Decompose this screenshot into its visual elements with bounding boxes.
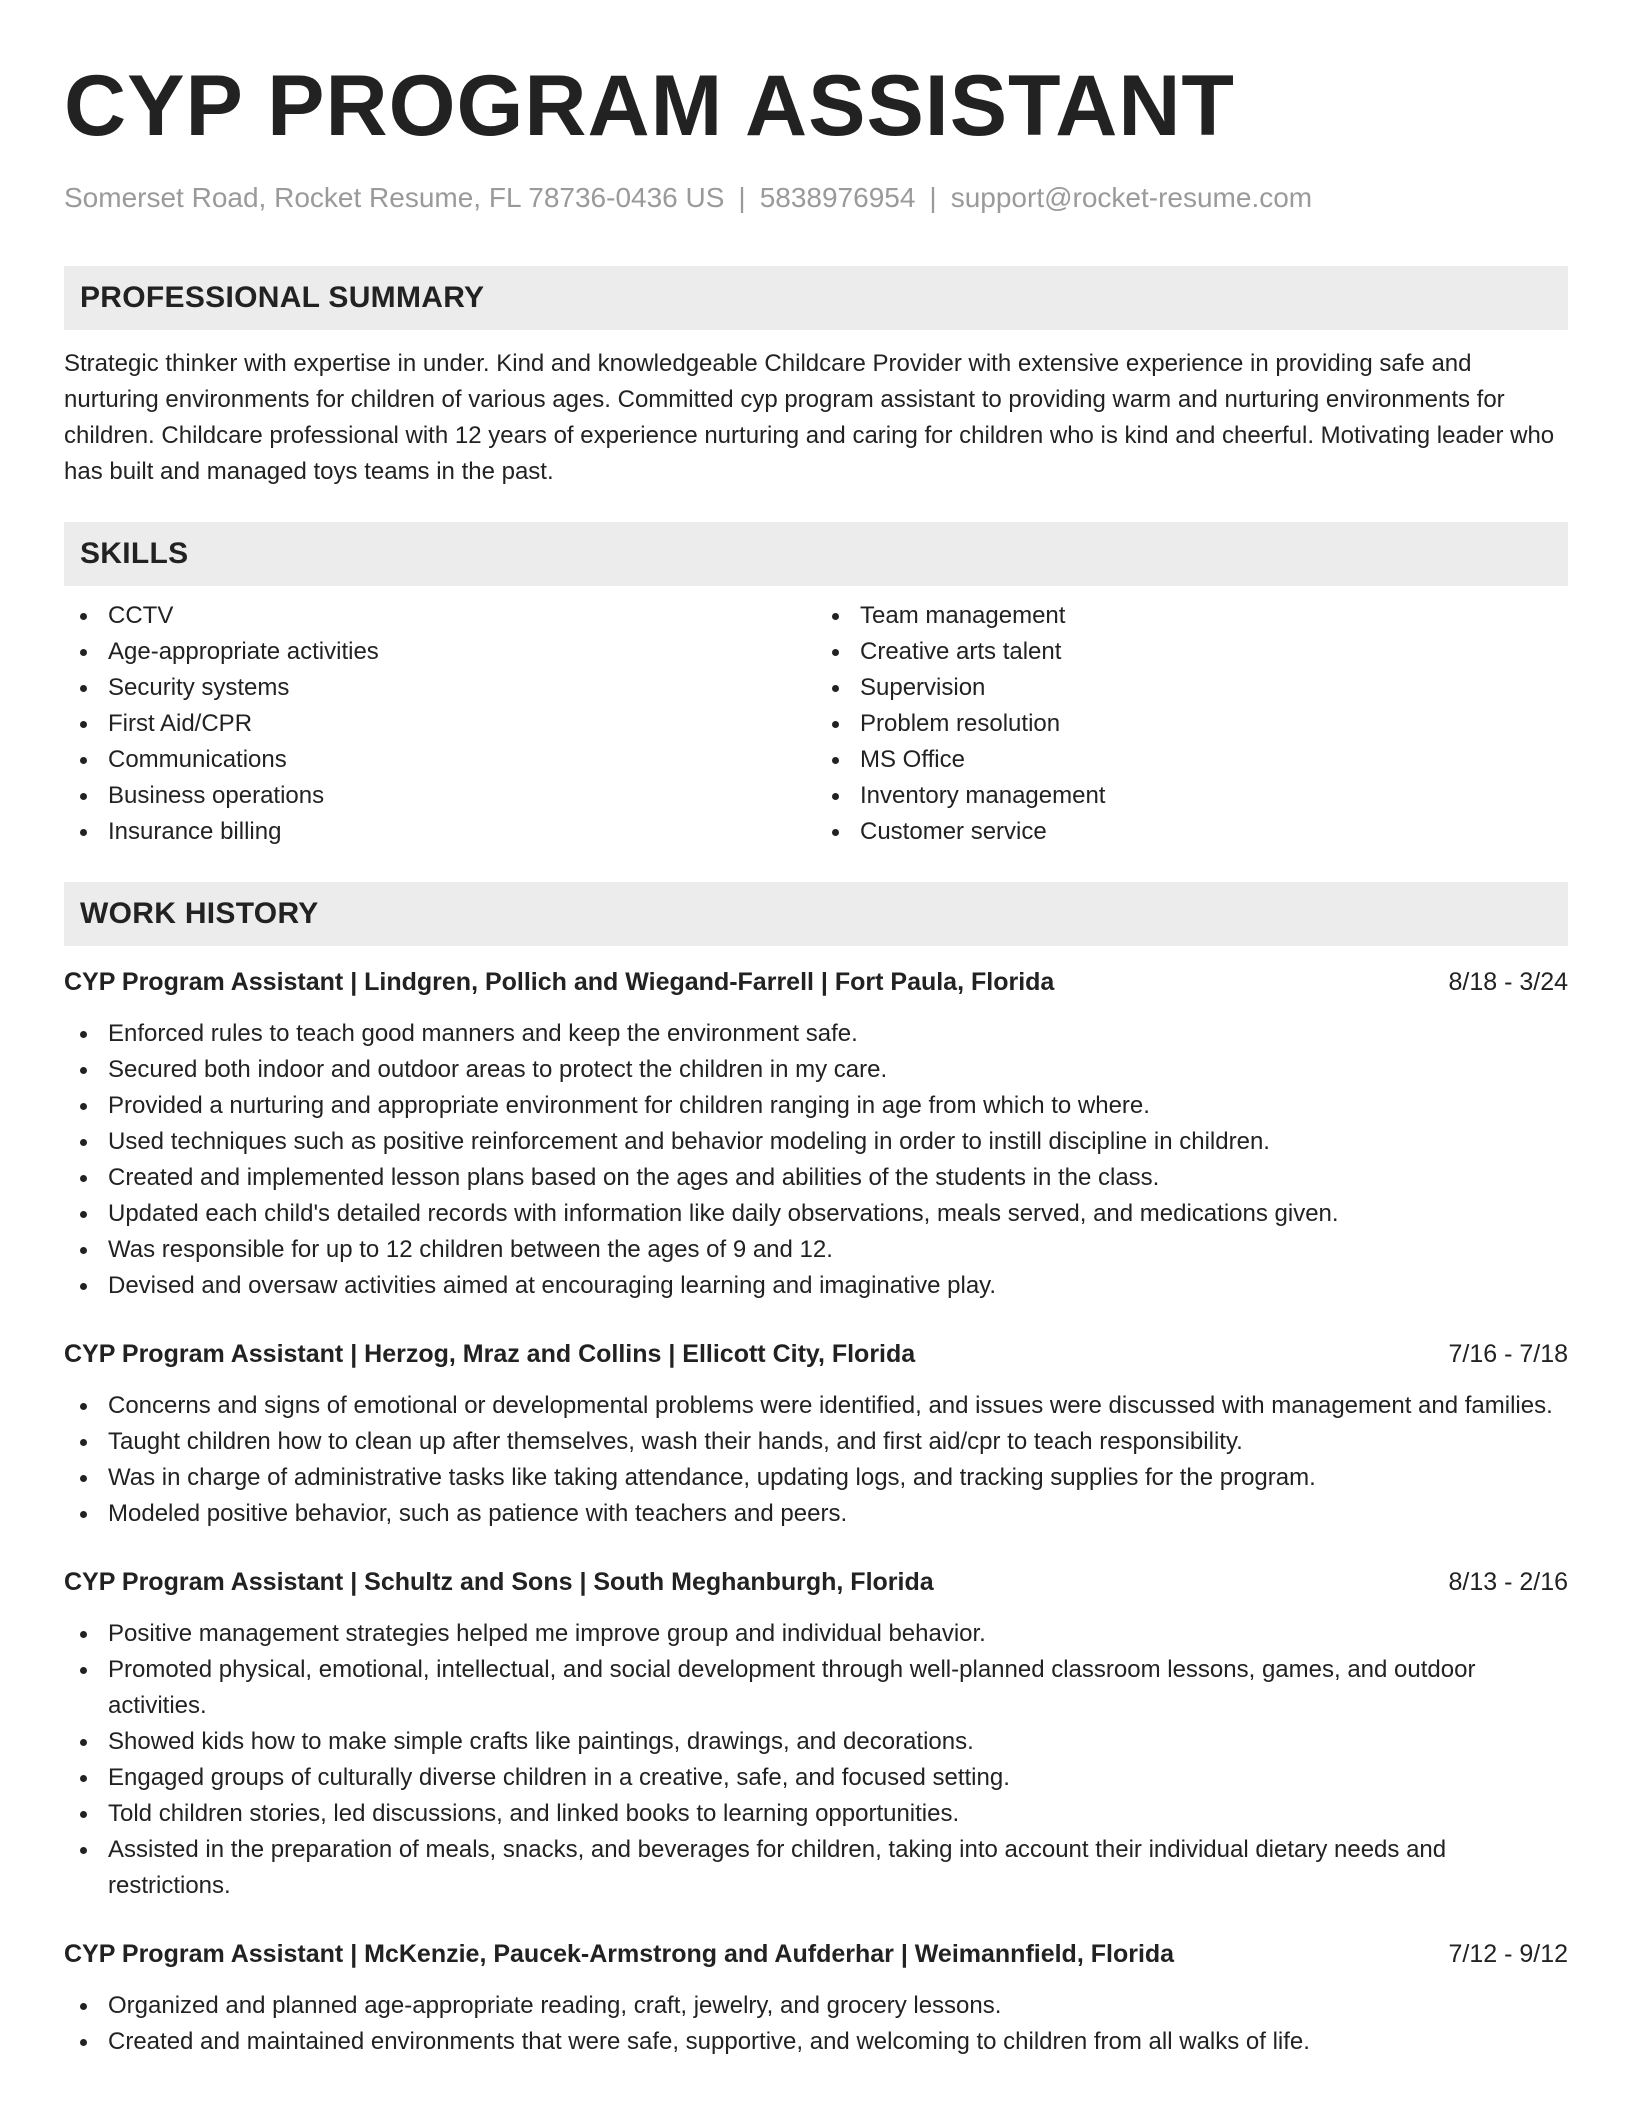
duty-item: Taught children how to clean up after themselves, wash their hands, and first aid/cpr to teach responsibility. xyxy=(64,1424,1568,1460)
duty-item: Positive management strategies helped me improve group and individual behavior. xyxy=(64,1616,1568,1652)
duty-item: Was responsible for up to 12 children between the ages of 9 and 12. xyxy=(64,1232,1568,1268)
skill-item: Inventory management xyxy=(816,778,1568,814)
job-duties xyxy=(64,1016,1568,1304)
skill-item: MS Office xyxy=(816,742,1568,778)
job-dates: 8/13 - 2/16 xyxy=(1448,1568,1568,1596)
skill-item: Supervision xyxy=(816,670,1568,706)
duty-item: Created and maintained environments that were safe, supportive, and welcoming to children from all walks of life. xyxy=(64,2024,1568,2060)
duty-item: Told children stories, led discussions, and linked books to learning opportunities. xyxy=(64,1796,1568,1832)
duty-item: Used techniques such as positive reinforcement and behavior modeling in order to instill discipline in children. xyxy=(64,1124,1568,1160)
skills-column-right xyxy=(816,598,1568,850)
contact-separator: | xyxy=(929,182,937,213)
skills-column-left xyxy=(64,598,816,850)
skills-heading: SKILLS xyxy=(64,522,1568,586)
job-title: CYP Program Assistant | Schultz and Sons | South Meghanburgh, Florida xyxy=(64,1568,934,1596)
job-title: CYP Program Assistant | Lindgren, Pollich and Wiegand-Farrell | Fort Paula, Florida xyxy=(64,968,1055,996)
work-history-heading: WORK HISTORY xyxy=(64,882,1568,946)
job-header xyxy=(64,1564,1568,1600)
contact-email: support@rocket-resume.com xyxy=(950,182,1313,213)
job-header xyxy=(64,1936,1568,1972)
job-title: CYP Program Assistant | Herzog, Mraz and Collins | Ellicott City, Florida xyxy=(64,1340,916,1368)
job-entry xyxy=(64,1336,1568,1532)
skill-item: Team management xyxy=(816,598,1568,634)
job-duties xyxy=(64,1388,1568,1532)
duty-item: Created and implemented lesson plans based on the ages and abilities of the students in the class. xyxy=(64,1160,1568,1196)
skill-item: CCTV xyxy=(64,598,816,634)
work-history-list xyxy=(64,964,1568,2060)
duty-item: Concerns and signs of emotional or developmental problems were identified, and issues were discussed with management and families. xyxy=(64,1388,1568,1424)
skill-item: First Aid/CPR xyxy=(64,706,816,742)
duty-item: Devised and oversaw activities aimed at encouraging learning and imaginative play. xyxy=(64,1268,1568,1304)
skill-item: Business operations xyxy=(64,778,816,814)
duty-item: Modeled positive behavior, such as patience with teachers and peers. xyxy=(64,1496,1568,1532)
job-header xyxy=(64,1336,1568,1372)
skill-item: Security systems xyxy=(64,670,816,706)
job-title: CYP Program Assistant | McKenzie, Paucek-Armstrong and Aufderhar | Weimannfield, Florida xyxy=(64,1940,1175,1968)
skill-item: Insurance billing xyxy=(64,814,816,850)
duty-item: Was in charge of administrative tasks like taking attendance, updating logs, and tracking supplies for the program. xyxy=(64,1460,1568,1496)
job-duties xyxy=(64,1616,1568,1904)
duty-item: Updated each child's detailed records with information like daily observations, meals served, and medications given. xyxy=(64,1196,1568,1232)
duty-item: Showed kids how to make simple crafts like paintings, drawings, and decorations. xyxy=(64,1724,1568,1760)
duty-item: Organized and planned age-appropriate reading, craft, jewelry, and grocery lessons. xyxy=(64,1988,1568,2024)
job-dates: 7/12 - 9/12 xyxy=(1448,1940,1568,1968)
summary-heading: PROFESSIONAL SUMMARY xyxy=(64,266,1568,330)
contact-address: Somerset Road, Rocket Resume, FL 78736-0436 US xyxy=(64,182,725,213)
skill-item: Creative arts talent xyxy=(816,634,1568,670)
contact-separator: | xyxy=(738,182,746,213)
skill-item: Age-appropriate activities xyxy=(64,634,816,670)
job-entry xyxy=(64,964,1568,1304)
contact-phone: 5838976954 xyxy=(759,182,916,213)
resume-name: CYP PROGRAM ASSISTANT xyxy=(64,58,1235,154)
summary-text: Strategic thinker with expertise in under. Kind and knowledgeable Childcare Provider with extensive experience in providing safe and nurturing environments for children of various ages. Committed cyp program assistant to providing warm and nurturing environments for children. Childcare professional with 12 years of experience nurturing and caring for children who is kind and cheerful. Motivating leader who has built and managed toys teams in the past. xyxy=(64,350,1555,485)
job-entry xyxy=(64,1936,1568,2060)
skill-item: Customer service xyxy=(816,814,1568,850)
job-header xyxy=(64,964,1568,1000)
skill-item: Problem resolution xyxy=(816,706,1568,742)
duty-item: Enforced rules to teach good manners and keep the environment safe. xyxy=(64,1016,1568,1052)
job-dates: 8/18 - 3/24 xyxy=(1448,968,1568,996)
contact-line xyxy=(64,180,1568,216)
duty-item: Provided a nurturing and appropriate environment for children ranging in age from which to where. xyxy=(64,1088,1568,1124)
job-entry xyxy=(64,1564,1568,1904)
skill-item: Communications xyxy=(64,742,816,778)
duty-item: Assisted in the preparation of meals, snacks, and beverages for children, taking into account their individual dietary needs and restrictions. xyxy=(64,1832,1568,1904)
skills-list xyxy=(64,598,1568,850)
job-dates: 7/16 - 7/18 xyxy=(1448,1340,1568,1368)
duty-item: Secured both indoor and outdoor areas to protect the children in my care. xyxy=(64,1052,1568,1088)
duty-item: Promoted physical, emotional, intellectual, and social development through well-planned classroom lessons, games, and outdoor activities. xyxy=(64,1652,1568,1724)
duty-item: Engaged groups of culturally diverse children in a creative, safe, and focused setting. xyxy=(64,1760,1568,1796)
job-duties xyxy=(64,1988,1568,2060)
